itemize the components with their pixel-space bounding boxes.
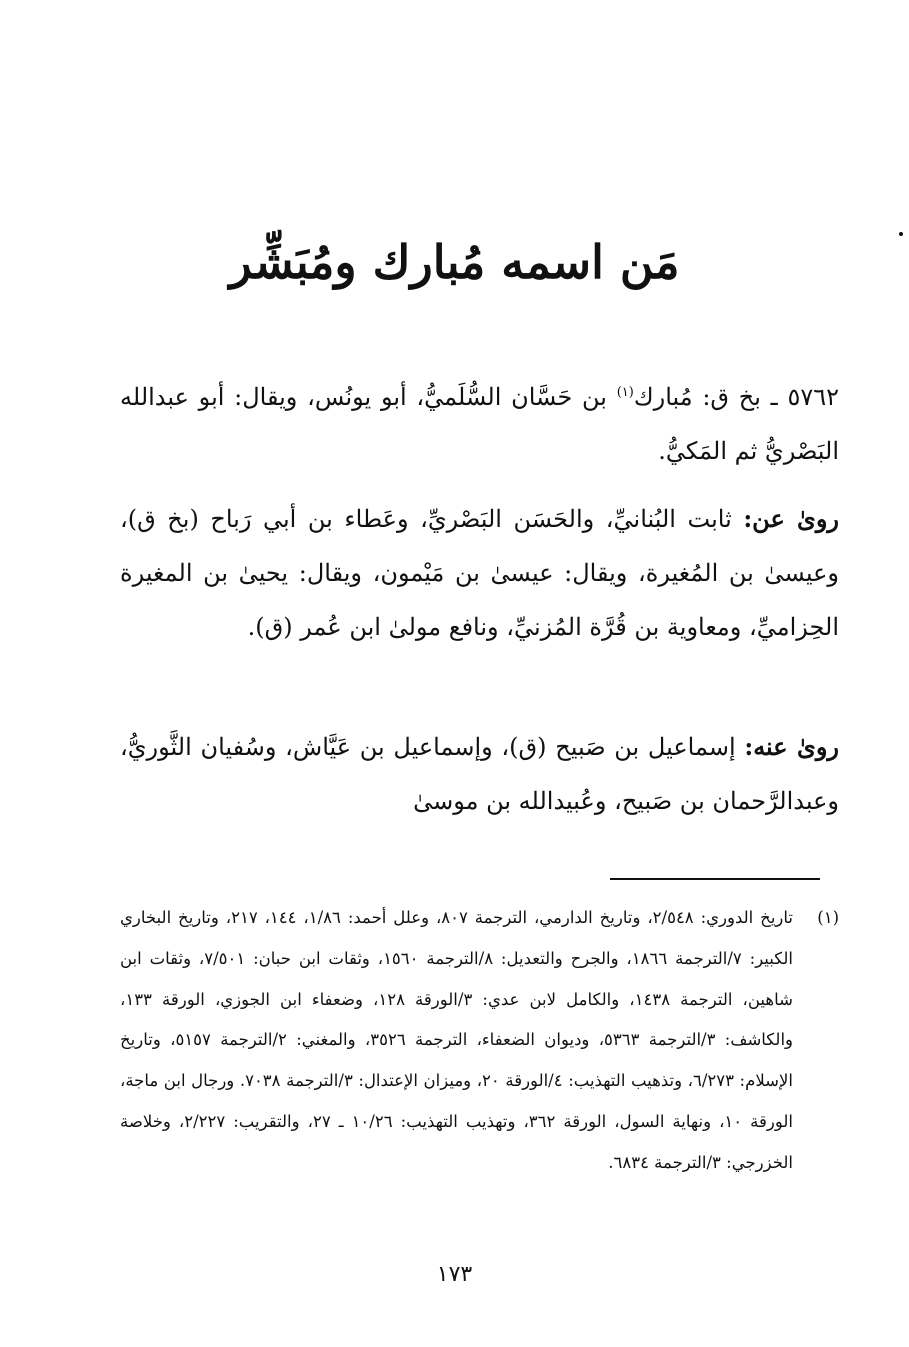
narrated-by-paragraph bbox=[120, 720, 839, 828]
footnote-text: تاريخ الدوري: ٢/٥٤٨، وتاريخ الدارمي، الترجمة ٨٠٧، وعلل أحمد: ١/٨٦، ١٤٤، ٢١٧، وتاريخ البخاري الكبير: ٧/الترجمة ١٨٦٦، والجرح والتعديل: ٨/الترجمة ١٥٦٠، وثقات ابن حبان: ٧/٥٠١، وثقات ابن شاهين، الترجمة ١٤٣٨، والكامل لابن عدي: ٣/الورقة ١٢٨، وضعفاء ابن الجوزي، الورقة ١٣٣، والكاشف: ٣/الترجمة ٥٣٦٣، وديوان الضعفاء، الترجمة ٣٥٢٦، والمغني: ٢/الترجمة ٥١٥٧، وتاريخ الإسلام: ٦/٢٧٣، وتذهيب التهذيب: ٤/الورقة ٢٠، وميزان الإعتدال: ٣/الترجمة ٧٠٣٨. ورجال ابن ماجة، الورقة ١٠، ونهاية السول، الورقة ٣٦٢، وتهذيب التهذيب: ١٠/٢٦ ـ ٢٧، والتقريب: ٢/٢٢٧، وخلاصة الخزرجي: ٣/الترجمة ٦٨٣٤. bbox=[120, 908, 793, 1172]
section-heading: مَن اسمه مُبارك ومُبَشِّر bbox=[229, 235, 680, 289]
entry-number-code: ٥٧٦٢ ـ بخ ق: مُبارك bbox=[633, 383, 839, 411]
footnote-separator bbox=[610, 878, 820, 880]
page-number: ١٧٣ bbox=[436, 1262, 473, 1287]
footnote bbox=[120, 898, 839, 1184]
footnote-reference: (١) bbox=[616, 385, 634, 400]
entry-paragraph bbox=[120, 370, 839, 478]
narrated-by-text: إسماعيل بن صَبيح (ق)، وإسماعيل بن عَيَّاش، وسُفيان الثَّوريُّ، وعبدالرَّحمان بن صَبيح، وعُبيدالله بن موسىٰ bbox=[120, 733, 839, 815]
narrated-from-text: ثابت البُنانيِّ، والحَسَن البَصْريِّ، وعَطاء بن أبي رَباح (بخ ق)، وعيسىٰ بن المُغيرة، ويقال: عيسىٰ بن مَيْمون، ويقال: يحيىٰ بن المغيرة الحِزاميِّ، ومعاوية بن قُرَّة المُزنيِّ، ونافع مولىٰ ابن عُمر (ق). bbox=[120, 505, 839, 641]
narrated-from-paragraph bbox=[120, 492, 839, 654]
entry-description: بن حَسَّان السُّلَميُّ، أبو يونُس، ويقال: أبو عبدالله البَصْريُّ ثم المَكيُّ. bbox=[120, 383, 839, 465]
narrated-by-label: روىٰ عنه: bbox=[744, 732, 840, 761]
margin-dot bbox=[899, 232, 903, 236]
narrated-from-label: روىٰ عن: bbox=[743, 504, 839, 533]
footnote-number: (١) bbox=[817, 908, 839, 927]
